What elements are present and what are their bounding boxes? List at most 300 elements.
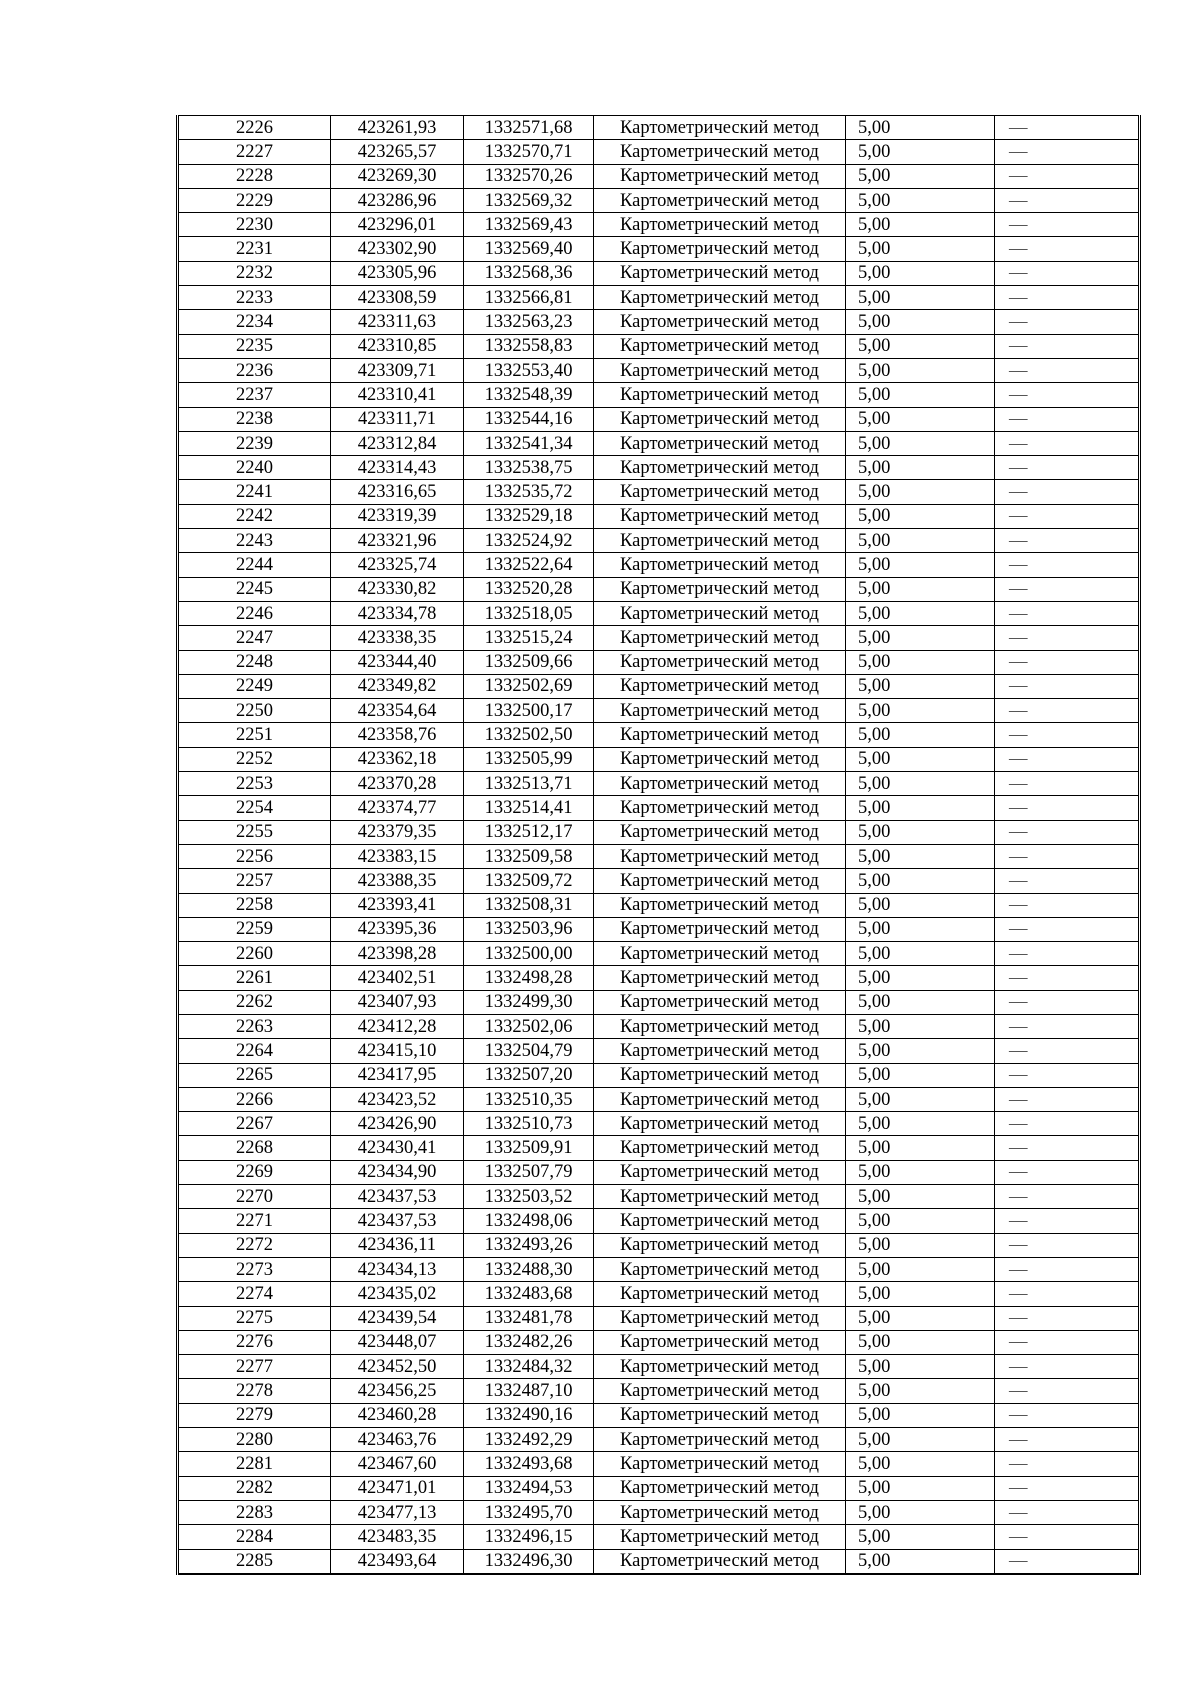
method-cell: Картометрический метод [594, 674, 846, 698]
accuracy-cell: 5,00 [846, 1039, 995, 1063]
point-number-cell: 2243 [178, 529, 331, 553]
point-number-cell: 2247 [178, 626, 331, 650]
table-row [178, 261, 1140, 285]
y-coordinate-cell: 1332514,41 [464, 796, 594, 820]
description-cell: — [995, 529, 1140, 553]
table-row [178, 553, 1140, 577]
accuracy-cell: 5,00 [846, 553, 995, 577]
table-row [178, 820, 1140, 844]
description-cell: — [995, 1185, 1140, 1209]
description-cell: — [995, 1136, 1140, 1160]
accuracy-cell: 5,00 [846, 1525, 995, 1549]
description-cell: — [995, 917, 1140, 941]
accuracy-cell: 5,00 [846, 529, 995, 553]
accuracy-cell: 5,00 [846, 1063, 995, 1087]
y-coordinate-cell: 1332566,81 [464, 286, 594, 310]
x-coordinate-cell: 423435,02 [331, 1282, 464, 1306]
x-coordinate-cell: 423319,39 [331, 504, 464, 528]
accuracy-cell: 5,00 [846, 1136, 995, 1160]
point-number-cell: 2226 [178, 116, 331, 140]
point-number-cell: 2272 [178, 1233, 331, 1257]
x-coordinate-cell: 423448,07 [331, 1330, 464, 1354]
accuracy-cell: 5,00 [846, 650, 995, 674]
y-coordinate-cell: 1332544,16 [464, 407, 594, 431]
method-cell: Картометрический метод [594, 164, 846, 188]
table-row [178, 407, 1140, 431]
table-row [178, 650, 1140, 674]
y-coordinate-cell: 1332496,15 [464, 1525, 594, 1549]
method-cell: Картометрический метод [594, 747, 846, 771]
description-cell: — [995, 772, 1140, 796]
x-coordinate-cell: 423334,78 [331, 601, 464, 625]
accuracy-cell: 5,00 [846, 942, 995, 966]
accuracy-cell: 5,00 [846, 1233, 995, 1257]
x-coordinate-cell: 423388,35 [331, 869, 464, 893]
accuracy-cell: 5,00 [846, 116, 995, 140]
point-number-cell: 2276 [178, 1330, 331, 1354]
description-cell: — [995, 796, 1140, 820]
x-coordinate-cell: 423321,96 [331, 529, 464, 553]
method-cell: Картометрический метод [594, 310, 846, 334]
method-cell: Картометрический метод [594, 1209, 846, 1233]
point-number-cell: 2236 [178, 358, 331, 382]
description-cell: — [995, 504, 1140, 528]
x-coordinate-cell: 423310,41 [331, 383, 464, 407]
accuracy-cell: 5,00 [846, 1185, 995, 1209]
method-cell: Картометрический метод [594, 140, 846, 164]
point-number-cell: 2233 [178, 286, 331, 310]
point-number-cell: 2228 [178, 164, 331, 188]
point-number-cell: 2230 [178, 213, 331, 237]
y-coordinate-cell: 1332502,06 [464, 1014, 594, 1038]
accuracy-cell: 5,00 [846, 1379, 995, 1403]
x-coordinate-cell: 423311,71 [331, 407, 464, 431]
method-cell: Картометрический метод [594, 1087, 846, 1111]
table-row [178, 334, 1140, 358]
x-coordinate-cell: 423463,76 [331, 1428, 464, 1452]
method-cell: Картометрический метод [594, 723, 846, 747]
accuracy-cell: 5,00 [846, 383, 995, 407]
accuracy-cell: 5,00 [846, 1014, 995, 1038]
table-row [178, 1014, 1140, 1038]
method-cell: Картометрический метод [594, 456, 846, 480]
accuracy-cell: 5,00 [846, 674, 995, 698]
x-coordinate-cell: 423305,96 [331, 261, 464, 285]
y-coordinate-cell: 1332493,26 [464, 1233, 594, 1257]
description-cell: — [995, 893, 1140, 917]
table-row [178, 917, 1140, 941]
description-cell: — [995, 407, 1140, 431]
x-coordinate-cell: 423437,53 [331, 1185, 464, 1209]
point-number-cell: 2268 [178, 1136, 331, 1160]
method-cell: Картометрический метод [594, 334, 846, 358]
point-number-cell: 2250 [178, 699, 331, 723]
point-number-cell: 2267 [178, 1112, 331, 1136]
point-number-cell: 2232 [178, 261, 331, 285]
y-coordinate-cell: 1332520,28 [464, 577, 594, 601]
point-number-cell: 2254 [178, 796, 331, 820]
accuracy-cell: 5,00 [846, 140, 995, 164]
y-coordinate-cell: 1332495,70 [464, 1500, 594, 1524]
point-number-cell: 2262 [178, 990, 331, 1014]
x-coordinate-cell: 423456,25 [331, 1379, 464, 1403]
y-coordinate-cell: 1332493,68 [464, 1452, 594, 1476]
description-cell: — [995, 942, 1140, 966]
table-row [178, 990, 1140, 1014]
accuracy-cell: 5,00 [846, 772, 995, 796]
accuracy-cell: 5,00 [846, 188, 995, 212]
description-cell: — [995, 358, 1140, 382]
table-row [178, 1549, 1140, 1574]
x-coordinate-cell: 423477,13 [331, 1500, 464, 1524]
table-row [178, 480, 1140, 504]
description-cell: — [995, 577, 1140, 601]
point-number-cell: 2261 [178, 966, 331, 990]
accuracy-cell: 5,00 [846, 1087, 995, 1111]
accuracy-cell: 5,00 [846, 504, 995, 528]
description-cell: — [995, 626, 1140, 650]
table-row [178, 1500, 1140, 1524]
y-coordinate-cell: 1332538,75 [464, 456, 594, 480]
point-number-cell: 2270 [178, 1185, 331, 1209]
x-coordinate-cell: 423415,10 [331, 1039, 464, 1063]
point-number-cell: 2237 [178, 383, 331, 407]
accuracy-cell: 5,00 [846, 990, 995, 1014]
point-number-cell: 2260 [178, 942, 331, 966]
x-coordinate-cell: 423460,28 [331, 1403, 464, 1427]
y-coordinate-cell: 1332500,00 [464, 942, 594, 966]
point-number-cell: 2274 [178, 1282, 331, 1306]
point-number-cell: 2229 [178, 188, 331, 212]
description-cell: — [995, 164, 1140, 188]
y-coordinate-cell: 1332512,17 [464, 820, 594, 844]
y-coordinate-cell: 1332509,58 [464, 844, 594, 868]
point-number-cell: 2242 [178, 504, 331, 528]
table-row [178, 577, 1140, 601]
point-number-cell: 2259 [178, 917, 331, 941]
method-cell: Картометрический метод [594, 844, 846, 868]
method-cell: Картометрический метод [594, 358, 846, 382]
table-row [178, 188, 1140, 212]
x-coordinate-cell: 423437,53 [331, 1209, 464, 1233]
y-coordinate-cell: 1332510,73 [464, 1112, 594, 1136]
x-coordinate-cell: 423483,35 [331, 1525, 464, 1549]
description-cell: — [995, 383, 1140, 407]
table-row [178, 772, 1140, 796]
table-row [178, 1257, 1140, 1281]
x-coordinate-cell: 423265,57 [331, 140, 464, 164]
point-number-cell: 2245 [178, 577, 331, 601]
method-cell: Картометрический метод [594, 1355, 846, 1379]
coordinates-table-body [178, 116, 1140, 1574]
x-coordinate-cell: 423311,63 [331, 310, 464, 334]
y-coordinate-cell: 1332504,79 [464, 1039, 594, 1063]
point-number-cell: 2279 [178, 1403, 331, 1427]
y-coordinate-cell: 1332570,71 [464, 140, 594, 164]
method-cell: Картометрический метод [594, 626, 846, 650]
table-row [178, 942, 1140, 966]
table-row [178, 723, 1140, 747]
y-coordinate-cell: 1332502,69 [464, 674, 594, 698]
accuracy-cell: 5,00 [846, 1282, 995, 1306]
table-row [178, 601, 1140, 625]
x-coordinate-cell: 423325,74 [331, 553, 464, 577]
table-row [178, 1039, 1140, 1063]
method-cell: Картометрический метод [594, 1233, 846, 1257]
y-coordinate-cell: 1332548,39 [464, 383, 594, 407]
accuracy-cell: 5,00 [846, 310, 995, 334]
table-row [178, 1209, 1140, 1233]
accuracy-cell: 5,00 [846, 1306, 995, 1330]
x-coordinate-cell: 423354,64 [331, 699, 464, 723]
description-cell: — [995, 1549, 1140, 1574]
y-coordinate-cell: 1332488,30 [464, 1257, 594, 1281]
point-number-cell: 2278 [178, 1379, 331, 1403]
point-number-cell: 2241 [178, 480, 331, 504]
table-row [178, 893, 1140, 917]
table-row [178, 1233, 1140, 1257]
accuracy-cell: 5,00 [846, 1403, 995, 1427]
x-coordinate-cell: 423407,93 [331, 990, 464, 1014]
method-cell: Картометрический метод [594, 237, 846, 261]
description-cell: — [995, 261, 1140, 285]
method-cell: Картометрический метод [594, 820, 846, 844]
method-cell: Картометрический метод [594, 504, 846, 528]
method-cell: Картометрический метод [594, 1039, 846, 1063]
x-coordinate-cell: 423434,90 [331, 1160, 464, 1184]
table-row [178, 1525, 1140, 1549]
x-coordinate-cell: 423330,82 [331, 577, 464, 601]
method-cell: Картометрический метод [594, 431, 846, 455]
accuracy-cell: 5,00 [846, 358, 995, 382]
x-coordinate-cell: 423434,13 [331, 1257, 464, 1281]
x-coordinate-cell: 423379,35 [331, 820, 464, 844]
description-cell: — [995, 237, 1140, 261]
table-row [178, 164, 1140, 188]
accuracy-cell: 5,00 [846, 820, 995, 844]
y-coordinate-cell: 1332513,71 [464, 772, 594, 796]
y-coordinate-cell: 1332494,53 [464, 1476, 594, 1500]
method-cell: Картометрический метод [594, 286, 846, 310]
y-coordinate-cell: 1332569,43 [464, 213, 594, 237]
accuracy-cell: 5,00 [846, 407, 995, 431]
accuracy-cell: 5,00 [846, 1160, 995, 1184]
point-number-cell: 2248 [178, 650, 331, 674]
description-cell: — [995, 431, 1140, 455]
accuracy-cell: 5,00 [846, 844, 995, 868]
accuracy-cell: 5,00 [846, 480, 995, 504]
y-coordinate-cell: 1332487,10 [464, 1379, 594, 1403]
x-coordinate-cell: 423349,82 [331, 674, 464, 698]
point-number-cell: 2285 [178, 1549, 331, 1574]
description-cell: — [995, 1330, 1140, 1354]
table-row [178, 529, 1140, 553]
y-coordinate-cell: 1332509,72 [464, 869, 594, 893]
y-coordinate-cell: 1332535,72 [464, 480, 594, 504]
accuracy-cell: 5,00 [846, 456, 995, 480]
table-row [178, 1136, 1140, 1160]
method-cell: Картометрический метод [594, 1452, 846, 1476]
point-number-cell: 2227 [178, 140, 331, 164]
y-coordinate-cell: 1332502,50 [464, 723, 594, 747]
table-row [178, 1185, 1140, 1209]
accuracy-cell: 5,00 [846, 237, 995, 261]
point-number-cell: 2251 [178, 723, 331, 747]
method-cell: Картометрический метод [594, 966, 846, 990]
y-coordinate-cell: 1332498,06 [464, 1209, 594, 1233]
accuracy-cell: 5,00 [846, 893, 995, 917]
description-cell: — [995, 723, 1140, 747]
accuracy-cell: 5,00 [846, 747, 995, 771]
x-coordinate-cell: 423412,28 [331, 1014, 464, 1038]
point-number-cell: 2239 [178, 431, 331, 455]
accuracy-cell: 5,00 [846, 1355, 995, 1379]
description-cell: — [995, 116, 1140, 140]
table-row [178, 1403, 1140, 1427]
description-cell: — [995, 699, 1140, 723]
table-row [178, 237, 1140, 261]
method-cell: Картометрический метод [594, 261, 846, 285]
accuracy-cell: 5,00 [846, 917, 995, 941]
x-coordinate-cell: 423269,30 [331, 164, 464, 188]
method-cell: Картометрический метод [594, 577, 846, 601]
method-cell: Картометрический метод [594, 1403, 846, 1427]
x-coordinate-cell: 423312,84 [331, 431, 464, 455]
table-row [178, 286, 1140, 310]
method-cell: Картометрический метод [594, 699, 846, 723]
x-coordinate-cell: 423452,50 [331, 1355, 464, 1379]
point-number-cell: 2258 [178, 893, 331, 917]
description-cell: — [995, 1160, 1140, 1184]
point-number-cell: 2234 [178, 310, 331, 334]
y-coordinate-cell: 1332505,99 [464, 747, 594, 771]
accuracy-cell: 5,00 [846, 1549, 995, 1574]
y-coordinate-cell: 1332571,68 [464, 116, 594, 140]
method-cell: Картометрический метод [594, 796, 846, 820]
method-cell: Картометрический метод [594, 116, 846, 140]
x-coordinate-cell: 423398,28 [331, 942, 464, 966]
method-cell: Картометрический метод [594, 1136, 846, 1160]
method-cell: Картометрический метод [594, 1063, 846, 1087]
table-row [178, 869, 1140, 893]
accuracy-cell: 5,00 [846, 1112, 995, 1136]
point-number-cell: 2257 [178, 869, 331, 893]
x-coordinate-cell: 423358,76 [331, 723, 464, 747]
point-number-cell: 2240 [178, 456, 331, 480]
table-row [178, 796, 1140, 820]
description-cell: — [995, 1452, 1140, 1476]
point-number-cell: 2275 [178, 1306, 331, 1330]
y-coordinate-cell: 1332509,91 [464, 1136, 594, 1160]
method-cell: Картометрический метод [594, 1525, 846, 1549]
table-row [178, 310, 1140, 334]
point-number-cell: 2238 [178, 407, 331, 431]
x-coordinate-cell: 423471,01 [331, 1476, 464, 1500]
y-coordinate-cell: 1332524,92 [464, 529, 594, 553]
description-cell: — [995, 1403, 1140, 1427]
y-coordinate-cell: 1332492,29 [464, 1428, 594, 1452]
description-cell: — [995, 1087, 1140, 1111]
y-coordinate-cell: 1332481,78 [464, 1306, 594, 1330]
method-cell: Картометрический метод [594, 601, 846, 625]
description-cell: — [995, 188, 1140, 212]
point-number-cell: 2280 [178, 1428, 331, 1452]
y-coordinate-cell: 1332541,34 [464, 431, 594, 455]
point-number-cell: 2263 [178, 1014, 331, 1038]
point-number-cell: 2253 [178, 772, 331, 796]
accuracy-cell: 5,00 [846, 1476, 995, 1500]
description-cell: — [995, 966, 1140, 990]
description-cell: — [995, 1428, 1140, 1452]
x-coordinate-cell: 423261,93 [331, 116, 464, 140]
y-coordinate-cell: 1332569,40 [464, 237, 594, 261]
y-coordinate-cell: 1332508,31 [464, 893, 594, 917]
point-number-cell: 2244 [178, 553, 331, 577]
y-coordinate-cell: 1332498,28 [464, 966, 594, 990]
x-coordinate-cell: 423309,71 [331, 358, 464, 382]
method-cell: Картометрический метод [594, 650, 846, 674]
point-number-cell: 2249 [178, 674, 331, 698]
table-row [178, 1160, 1140, 1184]
accuracy-cell: 5,00 [846, 1452, 995, 1476]
x-coordinate-cell: 423417,95 [331, 1063, 464, 1087]
y-coordinate-cell: 1332510,35 [464, 1087, 594, 1111]
y-coordinate-cell: 1332484,32 [464, 1355, 594, 1379]
point-number-cell: 2282 [178, 1476, 331, 1500]
accuracy-cell: 5,00 [846, 1257, 995, 1281]
y-coordinate-cell: 1332568,36 [464, 261, 594, 285]
y-coordinate-cell: 1332483,68 [464, 1282, 594, 1306]
description-cell: — [995, 601, 1140, 625]
method-cell: Картометрический метод [594, 772, 846, 796]
accuracy-cell: 5,00 [846, 261, 995, 285]
table-row [178, 383, 1140, 407]
point-number-cell: 2255 [178, 820, 331, 844]
y-coordinate-cell: 1332503,96 [464, 917, 594, 941]
method-cell: Картометрический метод [594, 1112, 846, 1136]
x-coordinate-cell: 423370,28 [331, 772, 464, 796]
description-cell: — [995, 1063, 1140, 1087]
accuracy-cell: 5,00 [846, 1500, 995, 1524]
description-cell: — [995, 553, 1140, 577]
point-number-cell: 2273 [178, 1257, 331, 1281]
description-cell: — [995, 310, 1140, 334]
table-row [178, 1282, 1140, 1306]
y-coordinate-cell: 1332569,32 [464, 188, 594, 212]
description-cell: — [995, 1476, 1140, 1500]
description-cell: — [995, 990, 1140, 1014]
y-coordinate-cell: 1332507,20 [464, 1063, 594, 1087]
description-cell: — [995, 1209, 1140, 1233]
y-coordinate-cell: 1332529,18 [464, 504, 594, 528]
table-row [178, 140, 1140, 164]
y-coordinate-cell: 1332563,23 [464, 310, 594, 334]
accuracy-cell: 5,00 [846, 431, 995, 455]
x-coordinate-cell: 423316,65 [331, 480, 464, 504]
description-cell: — [995, 1379, 1140, 1403]
description-cell: — [995, 1355, 1140, 1379]
description-cell: — [995, 1500, 1140, 1524]
x-coordinate-cell: 423308,59 [331, 286, 464, 310]
description-cell: — [995, 456, 1140, 480]
method-cell: Картометрический метод [594, 1330, 846, 1354]
table-row [178, 456, 1140, 480]
description-cell: — [995, 869, 1140, 893]
y-coordinate-cell: 1332490,16 [464, 1403, 594, 1427]
description-cell: — [995, 844, 1140, 868]
y-coordinate-cell: 1332509,66 [464, 650, 594, 674]
table-row [178, 116, 1140, 140]
